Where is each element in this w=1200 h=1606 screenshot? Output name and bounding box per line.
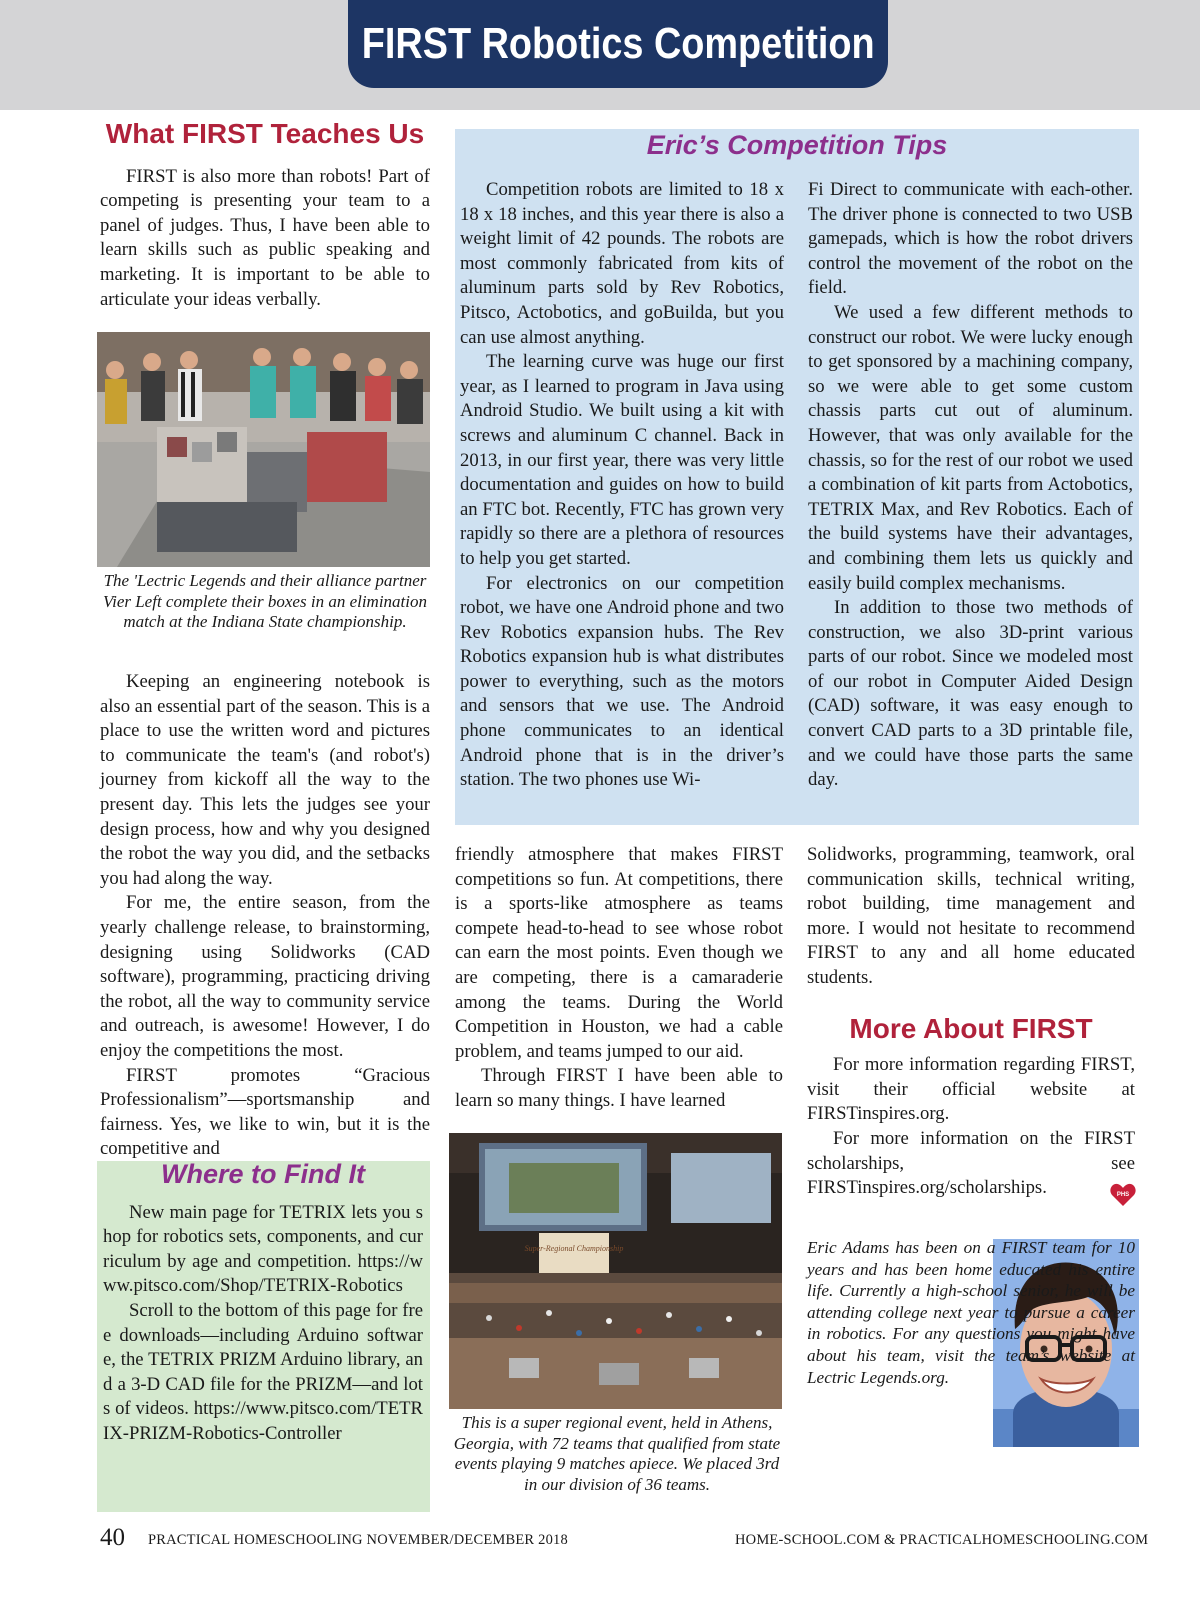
photo-super-regional-image	[449, 1133, 782, 1409]
footer-publication: PRACTICAL HOMESCHOOLING NOVEMBER/DECEMBER 2018	[148, 1532, 568, 1548]
caption-super-regional-photo: This is a super regional event, held in Athens, Georgia, with 72 teams that qualified from state events playing 9 matches apiece. We placed 3rd in our division of 36 teams.	[453, 1413, 781, 1494]
middle-paragraph-2: Through FIRST I have been able to learn so many things. I have learned	[455, 1065, 783, 1111]
author-bio-text: Eric Adams has been on a FIRST team for 10 years and has been home educated his entire life. Currently a high-school senior, he will be attending college next year to pursue a career in robotics. For any questions you might have about his team, visit the team’s website at Lectric Legends.org.	[807, 1238, 1135, 1387]
heart-logo-icon	[1110, 1183, 1136, 1207]
heart-logo-text: PHS	[1116, 1192, 1130, 1198]
photo-indiana-championship	[97, 332, 430, 567]
right-paragraph-3: For more information on the FIRST scholarships, see FIRSTinspires.org/scholarships.	[807, 1127, 1135, 1199]
photo-super-regional	[449, 1133, 782, 1409]
left-paragraph-1: FIRST is also more than robots! Part of competing is presenting your team to a panel of judges. Thus, I have been able to learn skills such as public speaking and marketing. It is important to be able to articulate your ideas verbally.	[100, 165, 430, 310]
left-paragraph-2: Keeping an engineering notebook is also an essential part of the season. This is a place to use the written word and pictures to communicate the team's (and robot's) journey from kickoff all the way to the present day. This lets the judges see your design process, how and why you designed the robot the way you did, and the setbacks you had along the way.	[100, 671, 430, 889]
author-bio	[807, 1237, 1135, 1388]
tips-col1-paragraph-1: Competition robots are limited to 18 x 18 x 18 inches, and this year there is also a weight limit of 42 pounds. The robots are most commonly fabricated from kits of aluminum parts sold by Rev Robotics, Pitsco, Actobotics, and goBuilda, but you can use almost anything.	[460, 179, 784, 348]
left-column-top	[100, 118, 430, 312]
tips-col1-paragraph-3: For electronics on our competition robot, we have one Android phone and two Rev Robotics expansion hubs. The Rev Robotics expansion hub is what distributes power to everything, such as the motors and sensors that we use. The Android phone communicates to an identical Android phone that is in the driver’s station. The two phones use Wi-	[460, 572, 784, 791]
title-tab	[348, 0, 888, 88]
right-paragraph-2: For more information regarding FIRST, visit their official website at FIRSTinspires.org.	[807, 1054, 1135, 1125]
tips-col1-paragraph-2: The learning curve was huge our first year, as I learned to program in Java using Android Studio. We built using a kit with screws and aluminum C channel. Back in 2013, in our first year, there was very little documentation and guides on how to build an FTC bot. Recently, FTC has grown very rapidly so there are a plethora of resources to help you get started.	[460, 351, 784, 569]
right-paragraph-1: Solidworks, programming, teamwork, oral communication skills, technical writing, robot building, time management and more. I would not hesitate to recommend FIRST to any and all home educated students.	[807, 844, 1135, 988]
left-paragraph-3: For me, the entire season, from the yearly challenge release, to brainstorming, designing using Solidworks (CAD software), programming, practicing driving the robot, all the way to community service and outreach, is awesome! However, I do enjoy the competitions the most.	[100, 892, 430, 1061]
left-column-bottom	[100, 670, 430, 1162]
tips-column-2	[808, 178, 1133, 793]
find-paragraph-1: New main page for TETRIX lets you shop for robotics sets, components, and curriculum by age and competition. https://www.pitsco.com/Shop/TETRIX-Robotics	[103, 1201, 423, 1297]
left-paragraph-4: FIRST promotes “Gracious Professionalism”—sportsmanship and fairness. Yes, we like to win, but it is the competitive and	[100, 1064, 430, 1160]
footer-websites: HOME-SCHOOL.COM & PRACTICALHOMESCHOOLING.COM	[735, 1532, 1149, 1548]
heading-where-to-find: Where to Find It	[161, 1159, 365, 1189]
tips-col2-paragraph-1: Fi Direct to communicate with each-other. The driver phone is connected to two USB gamepads, which is how the robot drivers control the movement of the robot on the field.	[808, 179, 1133, 299]
find-paragraph-2: Scroll to the bottom of this page for free downloads—including Arduino software, the TETRIX PRIZM Arduino library, and a 3-D CAD file for the PRIZM—and lots of videos. https://www.pitsco.com/TETRIX-PRIZM-Robotics-Controller	[103, 1299, 423, 1444]
banner-text: Super-Regional Championship	[524, 1244, 624, 1253]
photo-indiana-image	[97, 332, 430, 567]
middle-column-text	[455, 843, 783, 1114]
tips-col2-paragraph-3: In addition to those two methods of construction, we also 3D-print various parts of our robot. Since we modeled most of our robot in Computer Aided Design (CAD) software, it was easy enough to convert CAD parts to a 3D printable file, and we could have those parts the same day.	[808, 597, 1133, 791]
where-to-find-content	[103, 1160, 423, 1447]
caption-indiana-photo: The 'Lectric Legends and their alliance partner Vier Left complete their boxes in an elimination match at the Indiana State championship.	[102, 571, 428, 631]
heading-what-first-teaches: What FIRST Teaches Us	[105, 118, 425, 149]
tips-col2-paragraph-2: We used a few different methods to construct our robot. We were lucky enough to get sponsored by a machining company, so we were able to get some custom chassis parts cut out of aluminum. However, that was only available for the chassis, so for the rest of our robot we used a combination of kit parts from Actobotics, TETRIX Max, and Rev Robotics. Each of the build systems have their advantages, and combining them lets us quickly and easily build complex mechanisms.	[808, 301, 1133, 594]
heading-more-about-first: More About FIRST	[849, 1012, 1093, 1044]
page-number: 40	[100, 1524, 125, 1551]
middle-paragraph-1: friendly atmosphere that makes FIRST competitions so fun. At competitions, there is a sports-like atmosphere as teams compete head-to-head to see whose robot can earn the most points. Even though we are competing, there is a camaraderie among the teams. During the World Competition in Houston, we had a cable problem, and teams jumped to our aid.	[455, 844, 783, 1062]
tips-column-1	[460, 178, 784, 793]
page-title: FIRST Robotics Competition	[361, 19, 875, 68]
right-column-text	[807, 843, 1135, 1201]
heading-competition-tips: Eric’s Competition Tips	[646, 130, 948, 160]
